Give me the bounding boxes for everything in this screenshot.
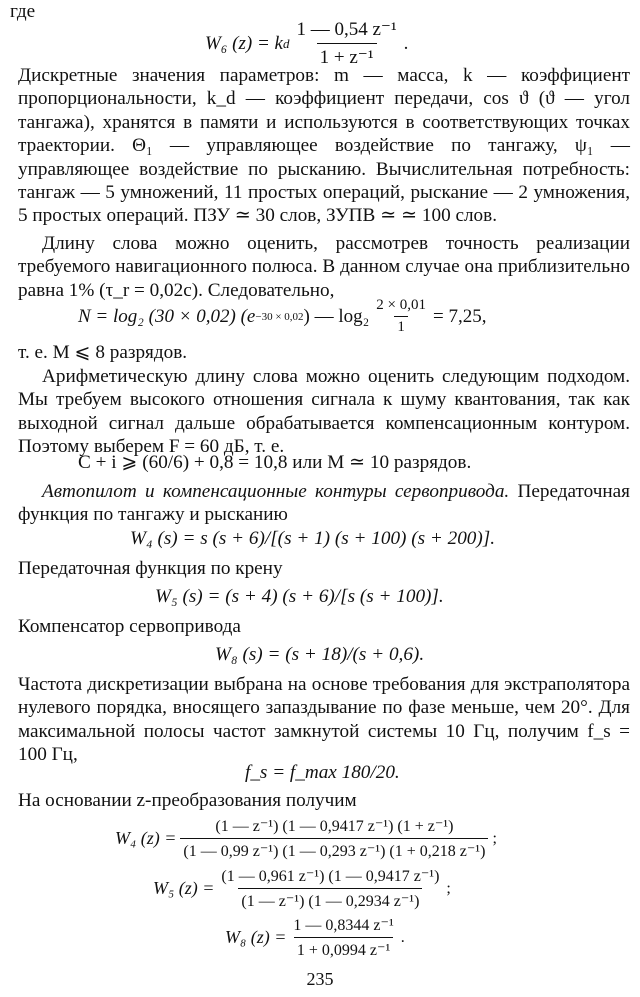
eq2-denominator: 1 <box>394 316 408 336</box>
eq8-fraction <box>180 816 488 861</box>
eq8-lhs: W₄ (z) = <box>115 828 177 848</box>
eq8-numerator: (1 — z⁻¹) (1 — 0,9417 z⁻¹) (1 + z⁻¹) <box>215 818 454 835</box>
equation-c-plus-i: C + i ⩾ (60/6) + 0,8 = 10,8 или M ≃ 10 разрядов. <box>78 452 472 473</box>
equation-fs: f_s = f_max 180/20. <box>245 762 400 783</box>
eq9-tail: ; <box>446 879 451 897</box>
equation-w4z <box>115 816 497 861</box>
autopilot-text: Передаточная функция по тангажу и рысканию <box>18 481 630 526</box>
equation-n <box>78 297 486 336</box>
equation-w5z <box>153 866 451 911</box>
line-servo-compensator: Компенсатор сервопривода <box>18 616 241 637</box>
eq1-lhs: W₆ (z) = k <box>205 32 283 54</box>
eq2-numerator: 2 × 0,01 <box>376 297 426 313</box>
eq9-numerator: (1 — 0,961 z⁻¹) (1 — 0,9417 z⁻¹) <box>221 868 440 885</box>
equation-w6 <box>205 18 408 69</box>
eq8-denominator: (1 — 0,99 z⁻¹) (1 — 0,293 z⁻¹) (1 + 0,218 z⁻¹) <box>180 838 488 861</box>
equation-w5s: W₅ (s) = (s + 4) (s + 6)/[s (s + 100)]. <box>155 586 444 607</box>
eq2-mid: ) — log₂ <box>303 305 370 327</box>
eq1-tail: . <box>403 32 409 54</box>
line-te-m8: т. е. M ⩽ 8 разрядов. <box>18 342 188 363</box>
eq10-fraction <box>290 915 396 960</box>
eq9-fraction <box>218 866 442 911</box>
paragraph-arithmetic: Арифметическую длину слова можно оценить следующим подходом. Мы требуем высокого отношения сигнала к шуму квантования, так как выходной сигнал дальше обрабатывается компенсационным контуром. Поэтому выберем F = 60 дБ, т. е. <box>18 366 630 458</box>
eq1-denominator: 1 + z⁻¹ <box>317 43 377 69</box>
eq2-exponent: −30 × 0,02 <box>255 310 304 323</box>
eq10-tail: . <box>400 928 405 946</box>
eq1-numerator: 1 — 0,54 z⁻¹ <box>296 19 397 40</box>
page-number: 235 <box>306 969 334 989</box>
eq2-tail: = 7,25, <box>433 305 487 327</box>
paragraph-parameters: Дискретные значения параметров: m — масса, k — коэффициент пропорциональности, k_d — коэффициент передачи, cos ϑ (ϑ — угол тангажа), хранятся в памяти и используются в соответствующих точках траектории. Θ₁ — управляющее воздействие по тангажу, ψ₁ — управляющее воздействие по рысканию. Вычислительная потребность: тангаж — 5 умножений, 11 простых операций, рыскание — 2 умножения, 5 простых операций. ПЗУ ≃ 30 слов, ЗУПВ ≃ ≃ 100 слов. <box>18 65 630 227</box>
eq1-fraction <box>294 18 400 69</box>
eq10-lhs: W₈ (z) = <box>225 927 287 947</box>
line-roll-transfer: Передаточная функция по крену <box>18 558 283 579</box>
equation-w4s: W₄ (s) = s (s + 6)/[(s + 1) (s + 100) (s + 200)]. <box>130 528 496 549</box>
paragraph-autopilot <box>18 480 630 527</box>
autopilot-heading: Автопилот и компенсационные контуры сервопривода. <box>42 481 510 502</box>
line-z-transform: На основании z-преобразования получим <box>18 790 357 811</box>
eq2-fraction <box>373 297 429 336</box>
eq9-denominator: (1 — z⁻¹) (1 — 0,2934 z⁻¹) <box>238 888 422 911</box>
eq9-lhs: W₅ (z) = <box>153 878 215 898</box>
paragraph-word-length: Длину слова можно оценить, рассмотрев точность реализации требуемого навигационного полюса. В данном случае она приблизительно равна 1% (τ_r = 0,02с). Следовательно, <box>18 233 630 301</box>
word-gde: где <box>10 1 36 22</box>
equation-w8z <box>225 915 405 960</box>
eq10-denominator: 1 + 0,0994 z⁻¹ <box>294 937 393 960</box>
paragraph-sampling: Частота дискретизации выбрана на основе требования для экстраполятора нулевого порядка, вносящего запаздывание по фазе меньше, чем 20°. Для максимальной полосы частот замкнутой системы 10 Гц, получим f_s = 100 Гц, <box>18 674 630 766</box>
eq10-numerator: 1 — 0,8344 z⁻¹ <box>293 917 394 934</box>
eq2-lhs: N = log₂ (30 × 0,02) (e <box>78 305 256 327</box>
eq1-sub: d <box>283 35 290 51</box>
equation-w8s: W₈ (s) = (s + 18)/(s + 0,6). <box>215 644 425 665</box>
eq8-tail: ; <box>492 829 497 847</box>
